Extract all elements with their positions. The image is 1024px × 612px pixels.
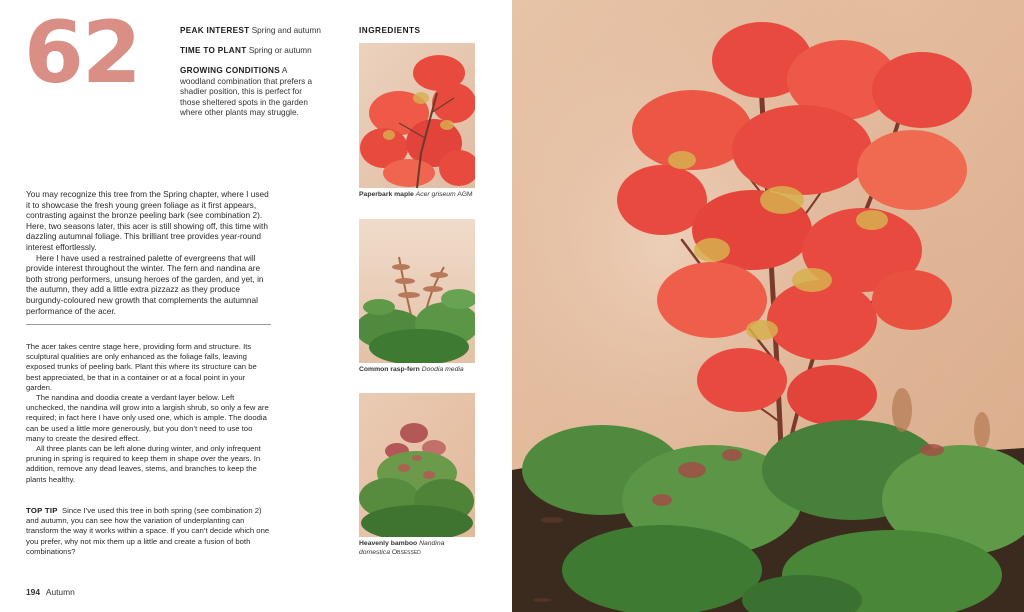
intro-text: [26, 189, 272, 316]
ingredients-title: INGREDIENTS: [359, 26, 421, 35]
detail-text: [26, 342, 272, 485]
page-footer: [26, 587, 75, 597]
page-number: 194: [26, 587, 40, 597]
maple-caption: Paperbark maple Acer griseum AGM: [359, 191, 473, 198]
top-tip-text: Since I’ve used this tree in both spring (see combination 2) and autumn, you can see how the variation of underplanting can transform the way it works within a space. If you can’t decide which one you prefer, why not mix them up a little and create a fusion of both combinations?: [26, 506, 270, 556]
time-to-plant-label: TIME TO PLANT: [180, 46, 247, 55]
divider: [26, 324, 271, 325]
detail-paragraph: The acer takes centre stage here, providing form and structure. Its sculptural qualities are only enhanced as the foliage falls, leaving exposed trunks of peeling bark. Plant this where its structure can be best appreciated, be that in a container or at a focal point in your garden.: [26, 342, 257, 392]
fern-caption: Common rasp-fern Doodia media: [359, 366, 464, 373]
growing-conditions: [180, 66, 318, 119]
peak-interest-value: Spring and autumn: [251, 26, 321, 35]
detail-paragraph: The nandina and doodia create a verdant layer below. Left unchecked, the nandina will grow into a largish shrub, so only a few are required; in fact here I have only used one, which is ample. The doodia can be used a little more generously, but you don’t need to use too many to create the desired effect.: [26, 393, 269, 443]
combination-photo: [512, 0, 1024, 612]
top-tip-label: TOP TIP: [26, 506, 58, 515]
peak-interest-label: PEAK INTEREST: [180, 26, 250, 35]
intro-paragraph: You may recognize this tree from the Spring chapter, where I used it to showcase the fresh young green foliage as it first appears, contrasting against the bronze peeling bark (see combination 2). Here, two seasons later, this acer is still showing off, this time with dazzling autumnal foliage. This brilliant tree provides year-round interest effortlessly.: [26, 189, 269, 252]
growing-conditions-value: A woodland combination that prefers a shadier position, this is perfect for those sheltered spots in the garden where other plants may struggle.: [180, 66, 312, 117]
section-name: Autumn: [45, 587, 75, 597]
fern-thumbnail: [359, 219, 475, 363]
peak-interest: [180, 26, 330, 37]
growing-conditions-label: GROWING CONDITIONS: [180, 66, 281, 75]
time-to-plant-value: Spring or autumn: [248, 46, 312, 55]
top-tip: [26, 506, 272, 557]
combination-number: 62: [24, 3, 140, 103]
nandina-thumbnail: [359, 393, 475, 537]
detail-paragraph: All three plants can be left alone during winter, and only infrequent pruning in spring is required to keep them in shape over the years. In addition, remove any dead leaves, stems, and branches to keep the plants healthy.: [26, 444, 261, 484]
nandina-caption: Heavenly bamboo Nandina domestica Obsessed: [359, 540, 445, 556]
maple-thumbnail: [359, 43, 475, 188]
time-to-plant: [180, 46, 330, 57]
intro-paragraph: Here I have used a restrained palette of evergreens that will provide interest throughout the winter. The fern and nandina are both strong performers, unsung heroes of the garden, and yet, in the autumn, they add a little extra pizzazz as they produce burgundy-coloured new growth that complements the autumnal performance of the acer.: [26, 252, 264, 316]
